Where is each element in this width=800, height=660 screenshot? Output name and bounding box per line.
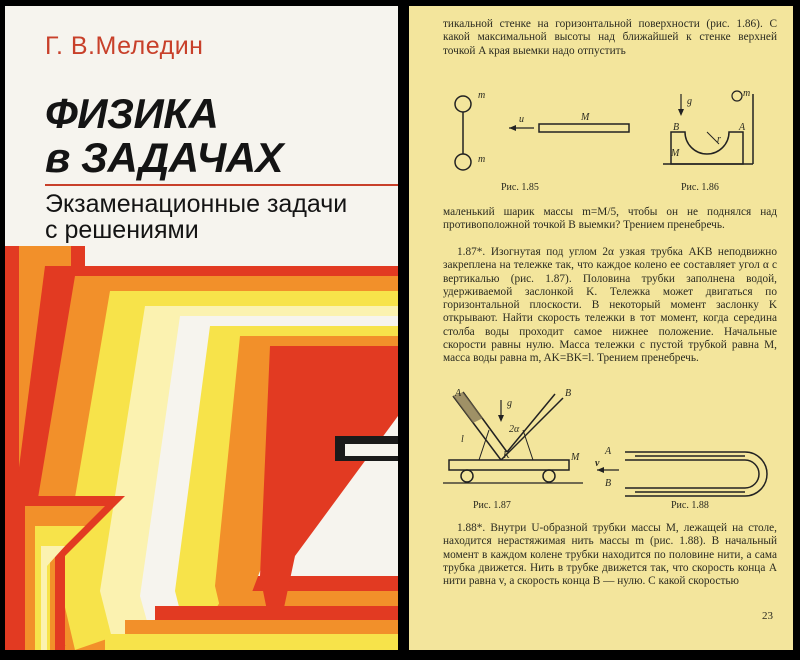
stripe-orange-bottom-band — [125, 620, 398, 634]
cover-title-line1: ФИЗИКА — [45, 90, 219, 137]
fig186-label-M: M — [671, 148, 680, 159]
fig187-label-2alpha: 2α — [509, 424, 520, 435]
fig186-label-A: A — [739, 122, 746, 133]
problem-1-87-text: 1.87*. Изогнутая под углом 2α узкая трубка AKB неподвижно закреплена на тележке так, что каждое колено ее составляет угол α с вертикалью (рис. 1.87). Половина трубки заполнена водой, удерживаемой заслонкой K. Тележка может двигаться по горизонтальной плоскости. В некоторый момент заслонку K открывают. Найти скорость тележки в тот момент, когда середина столба воды проходит самое нижнее положение. Начальные скорости равны нулю. Масса тележки с пустой трубкой равна M, масса воды равна m, AK=BK=l. Трением пренебречь. — [443, 246, 777, 365]
fig187-caption: Рис. 1.87 — [473, 500, 511, 511]
fig187-label-A: A — [455, 388, 462, 399]
fig185-label-m-top: m — [478, 90, 486, 101]
fig185-label-u: u — [519, 114, 524, 125]
page-number: 23 — [762, 610, 773, 622]
fig188-caption: Рис. 1.88 — [671, 500, 709, 511]
fig186-label-r: r — [717, 134, 721, 145]
cover-stripes-artwork — [5, 246, 398, 650]
fig187-label-B: B — [565, 388, 572, 399]
fig186-caption: Рис. 1.86 — [681, 182, 719, 193]
fig186-label-B: B — [673, 122, 680, 133]
figure-1-87 — [443, 390, 603, 490]
cover-title-rule — [45, 184, 398, 186]
fig186-label-g: g — [687, 96, 692, 107]
book-cover — [5, 6, 398, 650]
problem-1-88-text: 1.88*. Внутри U-образной трубки массы M, лежащей на столе, находится нерастяжимая нить массы m (рис. 1.88). В начальный момент в каждом колене трубки находится по половине нити, а сама трубка движется. Нить в трубке движется так, что скорость конца A нити равна v, а скорость конца B — нулю. С какой скоростью — [443, 522, 777, 588]
fig186-label-m: m — [743, 88, 751, 99]
fig185-label-m-bottom: m — [478, 154, 486, 165]
fig188-label-A: A — [605, 446, 612, 457]
fig188-label-v: v — [595, 458, 600, 469]
page-mid-text: маленький шарик массы m=M/5, чтобы он не поднялся над противоположной точкой B выемки? Трением пренебречь. — [443, 206, 777, 232]
fig185-label-M: M — [581, 112, 590, 123]
cover-title-line2: в ЗАДАЧАХ — [45, 134, 284, 181]
stripe-white-notch — [345, 444, 398, 456]
fig185-caption: Рис. 1.85 — [501, 182, 539, 193]
fig187-label-M: M — [571, 452, 580, 463]
fig188-label-B: B — [605, 478, 612, 489]
figure-1-88 — [595, 442, 775, 502]
fig187-label-K: K — [503, 450, 510, 461]
cover-subtitle-line1: Экзаменационные задачи — [45, 190, 348, 218]
stripe-red-bottom-band — [155, 606, 398, 620]
fig187-label-l: l — [461, 434, 464, 445]
cover-author: Г. В.Меледин — [45, 32, 204, 60]
fig187-label-g: g — [507, 398, 512, 409]
stripe-yellow-bottom-band — [105, 634, 398, 650]
cover-subtitle-line2: с решениями — [45, 216, 199, 244]
page-top-text: тикальной стенке на горизонтальной поверхности (рис. 1.86). С какой максимальной высоты над ближайшей к стенке верхней точкой A края выемки надо отпустить — [443, 18, 777, 57]
book-page — [409, 6, 793, 650]
